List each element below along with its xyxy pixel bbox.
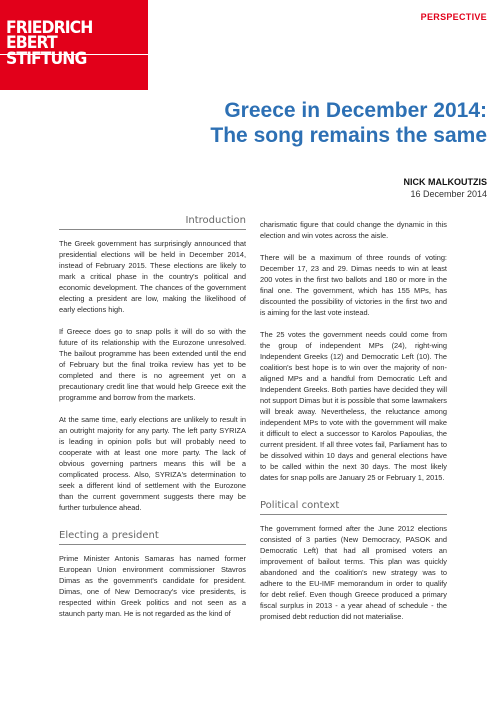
title-line-2: The song remains the same: [210, 124, 487, 147]
logo-text-line1: FRIEDRICH: [6, 18, 93, 38]
logo-text-line3: STIFTUNG: [6, 49, 87, 69]
publication-date: 16 December 2014: [410, 189, 487, 199]
paragraph: Prime Minister Antonis Samaras has named former European Union environment commissioner Stavros Dimas as the government's candidate for president. Dimas, one of New Democracy's vice presidents, is respected within Greek politics and not seen as a staunch party man. He is not regarded as the kind of: [59, 554, 246, 618]
series-label: PERSPECTIVE: [420, 12, 487, 22]
paragraph: If Greece does go to snap polls it will do so with the future of its relationship with the Eurozone unresolved. The bailout programme has been extended until the end of February but the final troika review has yet to be completed and there is no agreement yet on a precautionary credit line that would help Greece exit the programme and borrow from the markets.: [59, 327, 246, 402]
paragraph: There will be a maximum of three rounds of voting: December 17, 23 and 29. Dimas needs to win at least 200 votes in the first two ballots and 180 or more in the final one. The government, which has 155 MPs, has discounted the possibility of victories in the first two and is aiming for the last vote instead.: [260, 253, 447, 317]
left-column: [59, 215, 246, 630]
logo-text-line2: EBERT: [6, 33, 57, 53]
section-heading-political-context: Political context: [260, 494, 447, 515]
page-title: [87, 98, 487, 148]
right-column: [260, 219, 447, 633]
paragraph: The Greek government has surprisingly announced that presidential elections will be held in December 2014, instead of February 2015. These elections are likely to mark a critical phase in the country's political and economic development. The chances of the government electing a president are low, making the likelihood of early elections high.: [59, 239, 246, 314]
paragraph: The 25 votes the government needs could come from the group of independent MPs (24), right-wing Independent Greeks (12) and Democratic Left (10). The coalition's best hope is to win over the majority of non-aligned MPs and a handful from Democratic Left and Independent Greeks. Both parties have decided they will not support Dimas but it is possible that some lawmakers will break away. Nevertheless, the reluctance among independent MPs to vote with the government will make it difficult to elect a successor to Karolos Papoulias, the current president. If all three votes fail, Parliament has to be dissolved within 10 days and general elections have to be called within the next 30 days. The most likely dates for snap polls are January 25 or February 1, 2015.: [260, 330, 447, 482]
paragraph: The government formed after the June 2012 elections consisted of 3 parties (New Democracy, PASOK and Democratic Left) that had all promised voters an improvement of bailout terms. This plan was quickly abandoned and the coalition's new strategy was to adhere to the EU-IMF memorandum in order to qualify for debt relief. Even though Greece produced a primary fiscal surplus in 2013 - a year ahead of schedule - the promised debt reduction did not materialise.: [260, 524, 447, 621]
author-name: NICK MALKOUTZIS: [403, 177, 487, 187]
section-heading-electing-president: Electing a president: [59, 524, 246, 545]
section-heading-introduction: Introduction: [59, 215, 246, 230]
fes-logo: [0, 0, 148, 90]
title-line-1: Greece in December 2014:: [224, 99, 487, 122]
paragraph: At the same time, early elections are unlikely to result in an outright majority for any party. The left party SYRIZA is leading in opinion polls but will probably need to cooperate with at least one more party. The lack of obvious governing partners means this will be a complicated process. Also, SYRIZA's determination to seek a different kind of settlement with the Eurozone than the current government suggests there may be further turbulence ahead.: [59, 415, 246, 512]
paragraph: charismatic figure that could change the dynamic in this election and win votes across the aisle.: [260, 220, 447, 240]
